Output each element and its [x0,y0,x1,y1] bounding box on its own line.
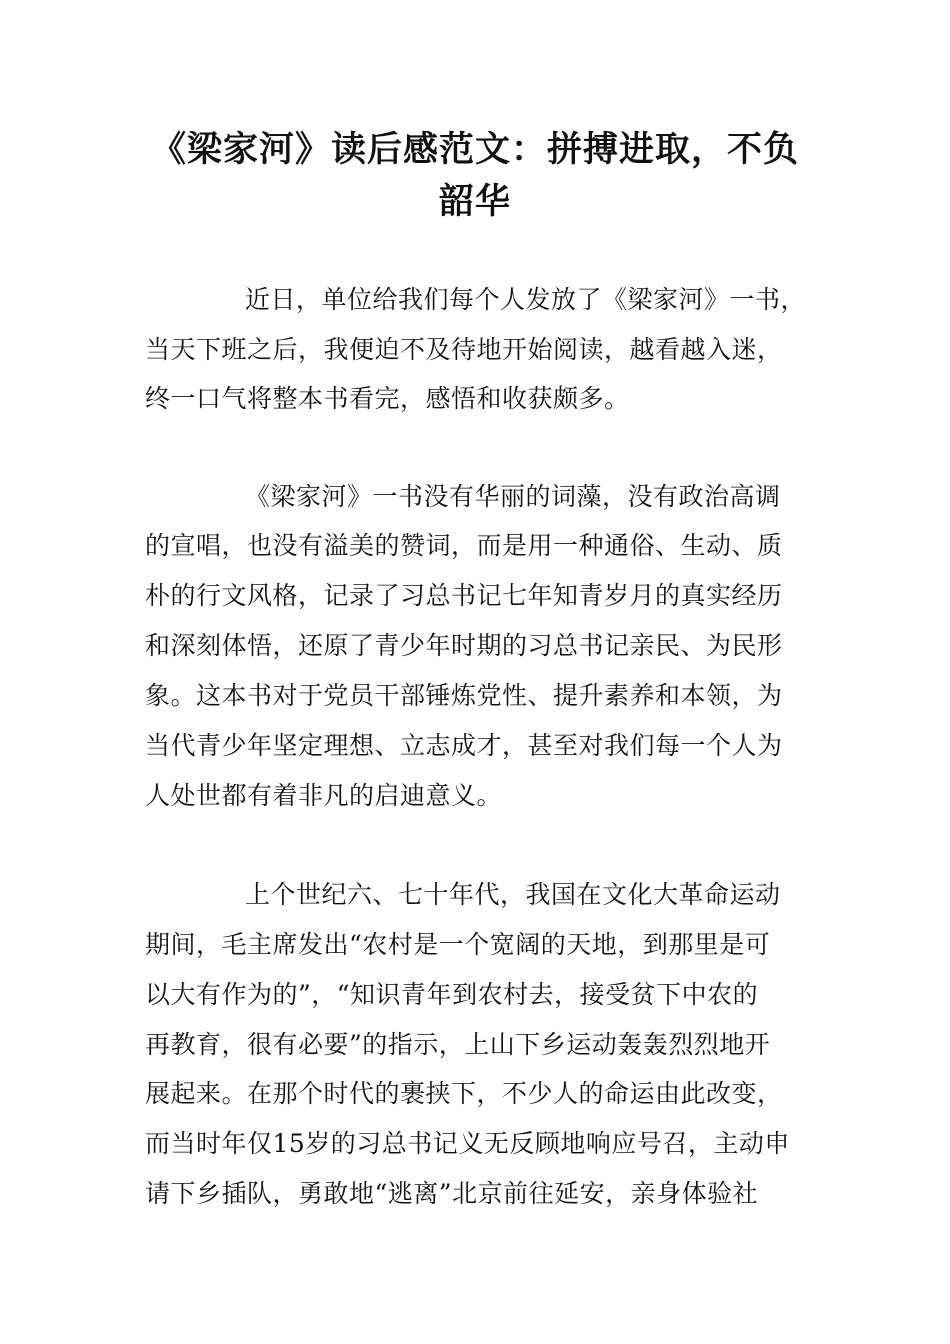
paragraph-line: 的宣唱，也没有溢美的赞词，而是用一种通俗、生动、质 [145,531,783,560]
document-title-line-2: 韶华 [438,182,511,222]
paragraph-line: 展起来。在那个时代的裹挟下，不少人的命运由此改变， [145,1079,783,1108]
paragraph-line: 当天下班之后，我便迫不及待地开始阅读，越看越入迷， [145,335,783,364]
paragraph-line: 近日，单位给我们每个人发放了《梁家河》一书， [245,285,807,314]
paragraph-line: 请下乡插队，勇敢地“逃离”北京前往延安，亲身体验社 [145,1179,759,1208]
paragraph-line: 当代青少年坚定理想、立志成才，甚至对我们每一个人为 [145,731,783,760]
paragraph-line: 以大有作为的”，“知识青年到农村去，接受贫下中农的 [145,980,759,1009]
paragraph-line: 再教育，很有必要”的指示，上山下乡运动轰轰烈烈地开 [145,1030,771,1059]
paragraph-line: 而当时年仅15岁的习总书记义无反顾地响应号召，主动申 [145,1129,790,1158]
paragraph-line: 终一口气将整本书看完，感悟和收获颇多。 [145,384,630,413]
document-title-line-1: 《梁家河》读后感范文：拼搏进取，不负 [150,130,799,170]
paragraph-line: 上个世纪六、七十年代，我国在文化大革命运动 [245,880,781,909]
paragraph-line: 和深刻体悟，还原了青少年时期的习总书记亲民、为民形 [145,631,783,660]
paragraph-line: 《梁家河》一书没有华丽的词藻，没有政治高调 [245,482,781,511]
paragraph-line: 朴的行文风格，记录了习总书记七年知青岁月的真实经历 [145,581,783,610]
paragraph-line: 象。这本书对于党员干部锤炼党性、提升素养和本领，为 [145,681,783,710]
paragraph-line: 人处世都有着非凡的启迪意义。 [145,781,503,810]
paragraph-line: 期间，毛主席发出“农村是一个宽阔的天地，到那里是可 [145,930,771,959]
